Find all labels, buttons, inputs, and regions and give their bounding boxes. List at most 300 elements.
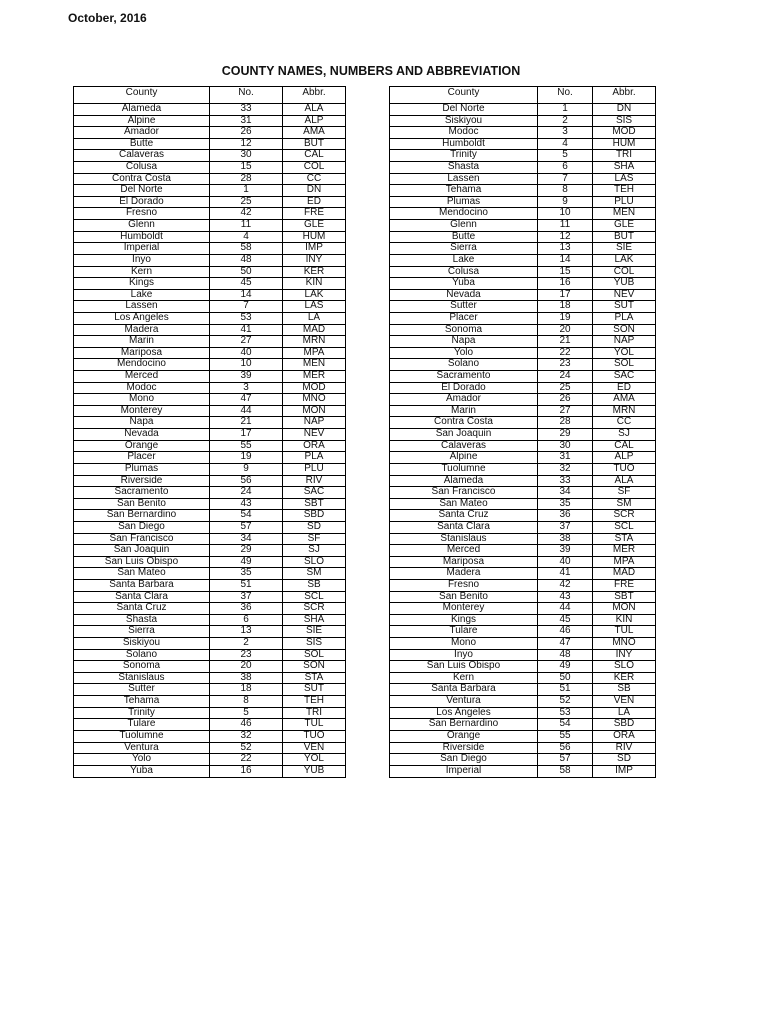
county-abbreviation-cell: SHA xyxy=(303,614,325,625)
county-abbreviation-cell: SD xyxy=(307,521,321,532)
table-row xyxy=(390,220,655,232)
county-number-cell: 43 xyxy=(210,499,283,510)
county-name-cell: Yolo xyxy=(390,348,538,359)
county-abbreviation-cell: MER xyxy=(612,545,636,556)
county-name-cell: Contra Costa xyxy=(390,417,538,428)
county-abbreviation-cell: SJ xyxy=(618,429,630,440)
county-number-cell: 38 xyxy=(538,534,593,545)
county-name-cell: Napa xyxy=(74,417,210,428)
county-number-cell: 8 xyxy=(210,696,283,707)
county-abbreviation-cell: SCL xyxy=(614,521,634,532)
county-name-cell: Butte xyxy=(74,139,210,150)
county-abbreviation-cell: PLU xyxy=(304,463,324,474)
county-abbreviation-cell: SUT xyxy=(614,301,634,312)
county-number-cell: 23 xyxy=(538,359,593,370)
table-row xyxy=(390,661,655,673)
table-row xyxy=(74,510,345,522)
county-number-cell: 12 xyxy=(538,232,593,243)
table-row xyxy=(74,441,345,453)
county-number-cell: 1 xyxy=(538,104,593,115)
table-row xyxy=(390,743,655,755)
table-row xyxy=(74,104,345,116)
county-name-cell: Imperial xyxy=(390,766,538,778)
county-name-cell: Santa Cruz xyxy=(74,603,210,614)
county-name-cell: Butte xyxy=(390,232,538,243)
county-number-cell: 47 xyxy=(538,638,593,649)
table-row xyxy=(390,487,655,499)
county-name-cell: Kern xyxy=(390,673,538,684)
county-number-cell: 3 xyxy=(538,127,593,138)
county-number-cell: 57 xyxy=(210,522,283,533)
county-number-cell: 17 xyxy=(210,429,283,440)
county-number-cell: 30 xyxy=(538,441,593,452)
county-name-cell: San Francisco xyxy=(390,487,538,498)
county-number-cell: 20 xyxy=(210,661,283,672)
table-row xyxy=(74,568,345,580)
county-number-cell: 7 xyxy=(538,174,593,185)
county-abbreviation-cell: IMP xyxy=(615,765,633,776)
table-row xyxy=(390,766,655,778)
county-number-cell: 24 xyxy=(538,371,593,382)
table-row xyxy=(74,127,345,139)
county-abbreviation-cell: RIV xyxy=(305,475,323,486)
county-number-cell: 53 xyxy=(538,708,593,719)
county-number-cell: 26 xyxy=(210,127,283,138)
table-row xyxy=(390,568,655,580)
table-row xyxy=(390,243,655,255)
county-number-cell: 40 xyxy=(538,557,593,568)
county-number-cell: 49 xyxy=(210,557,283,568)
county-name-cell: Ventura xyxy=(390,696,538,707)
county-number-cell: 56 xyxy=(210,476,283,487)
county-abbreviation-cell: IMP xyxy=(305,243,323,254)
county-number-cell: 51 xyxy=(538,684,593,695)
table-row xyxy=(74,267,345,279)
table-row xyxy=(390,696,655,708)
table-body xyxy=(74,104,345,777)
county-name-cell: San Joaquin xyxy=(390,429,538,440)
county-abbreviation-cell: SIE xyxy=(615,243,633,254)
county-number-cell: 58 xyxy=(538,766,593,778)
county-name-cell: El Dorado xyxy=(74,197,210,208)
county-name-cell: Tuolumne xyxy=(74,731,210,742)
table-row xyxy=(74,359,345,371)
county-abbreviation-cell: ALA xyxy=(614,475,634,486)
table-row xyxy=(74,603,345,615)
county-number-cell: 34 xyxy=(538,487,593,498)
table-row xyxy=(390,336,655,348)
county-name-cell: Santa Clara xyxy=(390,522,538,533)
table-header-row xyxy=(74,87,345,104)
table-row xyxy=(74,580,345,592)
table-row xyxy=(74,185,345,197)
county-number-cell: 44 xyxy=(210,406,283,417)
table-row xyxy=(390,185,655,197)
county-number-cell: 11 xyxy=(210,220,283,231)
table-row xyxy=(390,255,655,267)
table-row xyxy=(390,208,655,220)
county-abbreviation-cell: SJ xyxy=(308,545,320,556)
table-row xyxy=(390,626,655,638)
county-abbreviation-cell: TUL xyxy=(614,626,634,637)
county-abbreviation-cell: SM xyxy=(306,568,322,579)
county-abbreviation-cell: CAL xyxy=(614,440,634,451)
county-number-cell: 17 xyxy=(538,290,593,301)
county-name-cell: Glenn xyxy=(74,220,210,231)
county-number-cell: 23 xyxy=(210,650,283,661)
county-abbreviation-cell: BUT xyxy=(304,138,324,149)
county-name-cell: Lake xyxy=(74,290,210,301)
county-abbreviation-cell: AMA xyxy=(613,394,635,405)
county-number-cell: 6 xyxy=(538,162,593,173)
table-row xyxy=(390,673,655,685)
county-number-cell: 46 xyxy=(538,626,593,637)
county-abbreviation-cell: SHA xyxy=(613,162,635,173)
county-abbreviation-cell: DN xyxy=(616,104,632,114)
table-row xyxy=(74,754,345,766)
county-abbreviation-cell: LA xyxy=(307,312,321,323)
county-abbreviation-cell: PLU xyxy=(614,196,634,207)
county-number-cell: 52 xyxy=(210,743,283,754)
table-row xyxy=(390,499,655,511)
county-name-cell: Alpine xyxy=(390,452,538,463)
county-name-cell: Trinity xyxy=(74,708,210,719)
county-name-cell: Sierra xyxy=(74,626,210,637)
table-row xyxy=(74,673,345,685)
table-row xyxy=(390,476,655,488)
county-number-cell: 56 xyxy=(538,743,593,754)
county-number-cell: 8 xyxy=(538,185,593,196)
county-name-cell: Sacramento xyxy=(390,371,538,382)
county-number-cell: 36 xyxy=(538,510,593,521)
county-number-cell: 31 xyxy=(210,116,283,127)
table-row xyxy=(390,348,655,360)
county-abbreviation-cell: TUL xyxy=(304,719,324,730)
county-number-cell: 25 xyxy=(210,197,283,208)
county-abbreviation-cell: CC xyxy=(306,173,322,184)
county-number-cell: 19 xyxy=(210,452,283,463)
column-header-number: No. xyxy=(538,87,593,103)
county-name-cell: Santa Cruz xyxy=(390,510,538,521)
county-number-cell: 41 xyxy=(538,568,593,579)
county-abbreviation-cell: ORA xyxy=(303,440,325,451)
county-name-cell: Monterey xyxy=(74,406,210,417)
county-number-cell: 9 xyxy=(538,197,593,208)
county-abbreviation-cell: ALP xyxy=(304,115,324,126)
county-name-cell: Madera xyxy=(390,568,538,579)
table-row xyxy=(74,278,345,290)
table-row xyxy=(74,452,345,464)
county-number-cell: 45 xyxy=(538,615,593,626)
county-abbreviation-cell: YOL xyxy=(303,754,324,765)
county-number-cell: 24 xyxy=(210,487,283,498)
table-row xyxy=(74,615,345,627)
county-name-cell: San Bernardino xyxy=(74,510,210,521)
county-name-cell: Plumas xyxy=(390,197,538,208)
table-row xyxy=(390,684,655,696)
county-abbreviation-cell: HUM xyxy=(612,138,636,149)
county-abbreviation-cell: ED xyxy=(617,382,631,393)
county-name-cell: Sacramento xyxy=(74,487,210,498)
county-abbreviation-cell: GLE xyxy=(303,220,324,231)
county-abbreviation-cell: HUM xyxy=(302,231,326,242)
county-number-cell: 12 xyxy=(210,139,283,150)
county-number-cell: 38 xyxy=(210,673,283,684)
county-name-cell: San Luis Obispo xyxy=(390,661,538,672)
table-row xyxy=(74,766,345,778)
county-number-cell: 32 xyxy=(538,464,593,475)
county-number-cell: 37 xyxy=(210,592,283,603)
county-abbreviation-cell: CAL xyxy=(304,150,324,161)
county-number-cell: 53 xyxy=(210,313,283,324)
county-abbreviation-cell: TEH xyxy=(614,185,634,196)
county-abbreviation-cell: SF xyxy=(307,533,321,544)
table-row xyxy=(74,499,345,511)
county-name-cell: Del Norte xyxy=(390,104,538,115)
county-name-cell: Sutter xyxy=(390,301,538,312)
table-row xyxy=(390,603,655,615)
table-row xyxy=(74,743,345,755)
county-name-cell: San Mateo xyxy=(74,568,210,579)
county-number-cell: 26 xyxy=(538,394,593,405)
county-abbreviation-cell: SCR xyxy=(613,510,635,521)
county-name-cell: El Dorado xyxy=(390,383,538,394)
document-title: COUNTY NAMES, NUMBERS AND ABBREVIATION xyxy=(221,64,521,78)
county-abbreviation-cell: COL xyxy=(303,162,325,173)
county-abbreviation-cell: LAS xyxy=(614,173,634,184)
county-name-cell: Mariposa xyxy=(74,348,210,359)
county-name-cell: Alameda xyxy=(74,104,210,115)
table-row xyxy=(74,719,345,731)
county-abbreviation-cell: CC xyxy=(616,417,632,428)
county-name-cell: San Mateo xyxy=(390,499,538,510)
county-number-cell: 33 xyxy=(538,476,593,487)
county-number-cell: 28 xyxy=(538,417,593,428)
county-abbreviation-cell: MAD xyxy=(612,568,636,579)
table-row xyxy=(74,731,345,743)
county-number-cell: 54 xyxy=(210,510,283,521)
county-abbreviation-cell: SLO xyxy=(613,661,634,672)
county-name-cell: Siskiyou xyxy=(74,638,210,649)
table-row xyxy=(74,220,345,232)
table-row xyxy=(390,464,655,476)
county-number-cell: 35 xyxy=(538,499,593,510)
county-name-cell: Colusa xyxy=(390,267,538,278)
county-number-cell: 14 xyxy=(538,255,593,266)
table-row xyxy=(390,510,655,522)
county-name-cell: Merced xyxy=(390,545,538,556)
county-name-cell: Nevada xyxy=(74,429,210,440)
county-number-cell: 48 xyxy=(538,650,593,661)
county-name-cell: Modoc xyxy=(74,383,210,394)
county-number-cell: 16 xyxy=(538,278,593,289)
county-abbreviation-cell: LA xyxy=(617,707,631,718)
table-row xyxy=(74,174,345,186)
county-abbreviation-cell: STA xyxy=(304,672,324,683)
county-number-cell: 22 xyxy=(538,348,593,359)
county-abbreviation-cell: COL xyxy=(613,266,635,277)
table-row xyxy=(390,452,655,464)
table-row xyxy=(74,534,345,546)
table-row xyxy=(390,267,655,279)
table-row xyxy=(74,592,345,604)
table-row xyxy=(390,534,655,546)
county-abbreviation-cell: KIN xyxy=(305,278,323,289)
table-row xyxy=(390,545,655,557)
table-row xyxy=(390,615,655,627)
table-row xyxy=(390,127,655,139)
county-number-cell: 28 xyxy=(210,174,283,185)
county-abbreviation-cell: RIV xyxy=(615,742,633,753)
county-abbreviation-cell: SON xyxy=(303,661,325,672)
county-abbreviation-cell: TRI xyxy=(305,707,323,718)
county-name-cell: Trinity xyxy=(390,150,538,161)
county-name-cell: Yuba xyxy=(390,278,538,289)
county-name-cell: Fresno xyxy=(390,580,538,591)
county-number-cell: 33 xyxy=(210,104,283,115)
county-abbreviation-cell: SOL xyxy=(613,359,634,370)
table-row xyxy=(390,174,655,186)
table-row xyxy=(390,406,655,418)
table-row xyxy=(390,290,655,302)
county-name-cell: Fresno xyxy=(74,208,210,219)
county-name-cell: San Joaquin xyxy=(74,545,210,556)
table-row xyxy=(74,626,345,638)
county-name-cell: Mariposa xyxy=(390,557,538,568)
county-abbreviation-cell: INY xyxy=(615,649,633,660)
table-row xyxy=(390,754,655,766)
county-abbreviation-cell: TUO xyxy=(303,730,325,741)
county-name-cell: Kern xyxy=(74,267,210,278)
county-name-cell: Colusa xyxy=(74,162,210,173)
county-name-cell: Marin xyxy=(74,336,210,347)
county-name-cell: Sonoma xyxy=(390,325,538,336)
county-abbreviation-cell: STA xyxy=(614,533,634,544)
county-abbreviation-cell: MNO xyxy=(302,394,326,405)
table-row xyxy=(74,429,345,441)
county-number-cell: 29 xyxy=(210,545,283,556)
county-number-cell: 35 xyxy=(210,568,283,579)
county-number-cell: 54 xyxy=(538,719,593,730)
county-abbreviation-cell: SBD xyxy=(303,510,325,521)
table-row xyxy=(390,441,655,453)
county-number-cell: 14 xyxy=(210,290,283,301)
county-number-cell: 16 xyxy=(210,766,283,778)
county-abbreviation-cell: SBD xyxy=(613,719,635,730)
county-abbreviation-cell: KER xyxy=(613,672,635,683)
county-abbreviation-cell: SF xyxy=(617,487,631,498)
county-number-cell: 39 xyxy=(210,371,283,382)
county-name-cell: Stanislaus xyxy=(390,534,538,545)
county-number-cell: 25 xyxy=(538,383,593,394)
table-body xyxy=(390,104,655,777)
county-number-cell: 42 xyxy=(538,580,593,591)
county-abbreviation-cell: LAS xyxy=(304,301,324,312)
county-number-cell: 10 xyxy=(210,359,283,370)
table-row xyxy=(390,116,655,128)
county-name-cell: Solano xyxy=(74,650,210,661)
table-row xyxy=(390,731,655,743)
county-name-cell: Calaveras xyxy=(390,441,538,452)
county-name-cell: San Diego xyxy=(390,754,538,765)
county-number-cell: 18 xyxy=(210,684,283,695)
county-abbreviation-cell: SIS xyxy=(615,115,633,126)
table-row xyxy=(74,476,345,488)
table-row xyxy=(74,197,345,209)
county-number-cell: 2 xyxy=(210,638,283,649)
county-abbreviation-cell: MRN xyxy=(302,336,326,347)
county-name-cell: Santa Clara xyxy=(74,592,210,603)
county-name-cell: Madera xyxy=(74,325,210,336)
county-name-cell: Riverside xyxy=(390,743,538,754)
county-abbreviation-cell: SAC xyxy=(613,371,635,382)
county-name-cell: Tulare xyxy=(390,626,538,637)
table-row xyxy=(390,371,655,383)
county-abbreviation-cell: VEN xyxy=(613,696,635,707)
county-name-cell: Placer xyxy=(74,452,210,463)
county-abbreviation-cell: LAK xyxy=(304,289,324,300)
county-abbreviation-cell: SB xyxy=(617,684,631,695)
county-number-cell: 50 xyxy=(538,673,593,684)
county-abbreviation-cell: MNO xyxy=(612,638,636,649)
table-row xyxy=(74,557,345,569)
table-row xyxy=(74,708,345,720)
county-number-cell: 34 xyxy=(210,534,283,545)
county-name-cell: Inyo xyxy=(390,650,538,661)
county-abbreviation-cell: SBT xyxy=(614,591,634,602)
county-name-cell: Santa Barbara xyxy=(390,684,538,695)
county-number-cell: 22 xyxy=(210,754,283,765)
table-row xyxy=(390,522,655,534)
county-abbreviation-cell: SCL xyxy=(304,591,324,602)
county-number-cell: 32 xyxy=(210,731,283,742)
county-name-cell: Placer xyxy=(390,313,538,324)
county-name-cell: Orange xyxy=(390,731,538,742)
county-name-cell: Yuba xyxy=(74,766,210,778)
county-name-cell: Contra Costa xyxy=(74,174,210,185)
county-abbreviation-cell: NEV xyxy=(613,289,635,300)
column-header-county: County xyxy=(390,87,538,103)
county-name-cell: Shasta xyxy=(74,615,210,626)
table-row xyxy=(390,139,655,151)
county-name-cell: Mendocino xyxy=(74,359,210,370)
county-number-cell: 44 xyxy=(538,603,593,614)
county-abbreviation-cell: PLA xyxy=(614,312,634,323)
county-number-cell: 40 xyxy=(210,348,283,359)
table-row xyxy=(74,232,345,244)
table-row xyxy=(74,464,345,476)
county-abbreviation-cell: ORA xyxy=(613,730,635,741)
table-row xyxy=(390,638,655,650)
county-abbreviation-cell: ALP xyxy=(614,452,634,463)
county-abbreviation-cell: TEH xyxy=(304,696,324,707)
county-name-cell: San Bernardino xyxy=(390,719,538,730)
county-name-cell: Tehama xyxy=(390,185,538,196)
county-abbreviation-cell: YOL xyxy=(613,347,634,358)
county-number-cell: 57 xyxy=(538,754,593,765)
table-header-row xyxy=(390,87,655,104)
county-number-cell: 29 xyxy=(538,429,593,440)
county-number-cell: 27 xyxy=(538,406,593,417)
county-number-cell: 7 xyxy=(210,301,283,312)
county-name-cell: Siskiyou xyxy=(390,116,538,127)
county-name-cell: Del Norte xyxy=(74,185,210,196)
table-row xyxy=(390,719,655,731)
county-name-cell: Mono xyxy=(74,394,210,405)
county-abbreviation-cell: MEN xyxy=(302,359,326,370)
county-name-cell: Ventura xyxy=(74,743,210,754)
county-name-cell: Los Angeles xyxy=(390,708,538,719)
